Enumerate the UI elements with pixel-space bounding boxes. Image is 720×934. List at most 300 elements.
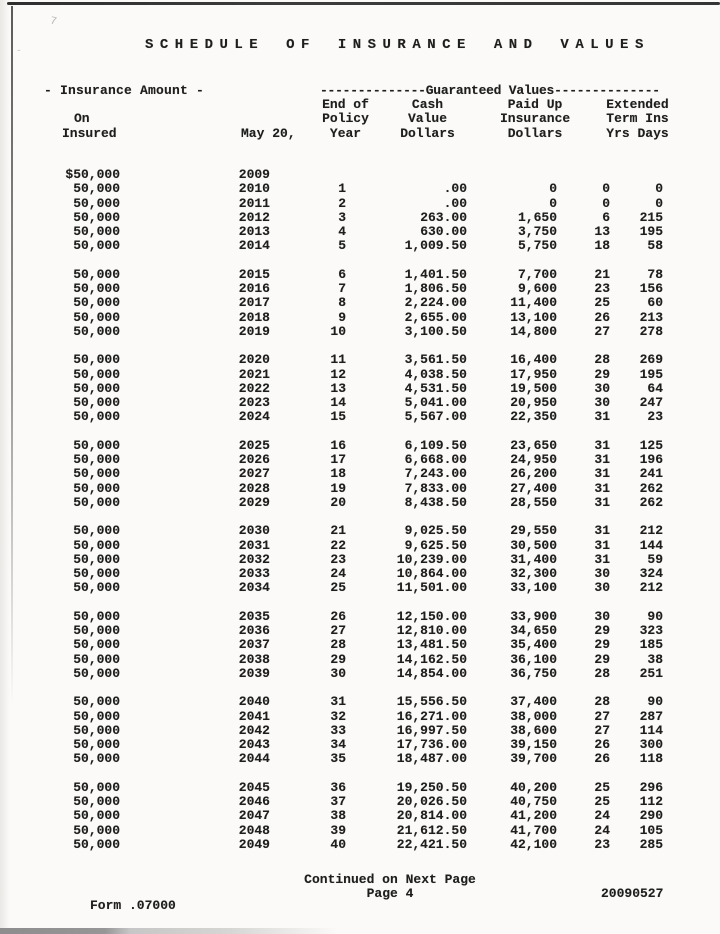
cash-value-cell: 10,239.00: [396, 551, 467, 567]
year-cell: 2019: [238, 323, 270, 339]
table-row: [0, 239, 720, 253]
policy-year-cell: 34: [330, 737, 346, 753]
policy-year-cell: 24: [330, 566, 346, 582]
paid-up-cell: 28,550: [510, 494, 557, 510]
cash-value-cell: 3,561.50: [404, 352, 467, 368]
amount-cell: 50,000: [73, 224, 120, 240]
amount-cell: 50,000: [73, 380, 120, 396]
policy-year-cell: 20: [330, 494, 346, 510]
year-cell: 2011: [238, 195, 270, 211]
table-row: [0, 482, 720, 496]
policy-year-cell: 35: [330, 751, 346, 767]
term-yrs-cell: 0: [602, 181, 610, 197]
cash-value-cell: 10,864.00: [396, 566, 467, 582]
term-days-cell: 58: [647, 238, 663, 254]
year-cell: 2025: [238, 437, 270, 453]
amount-cell: 50,000: [73, 266, 120, 282]
amount-cell: 50,000: [73, 537, 120, 553]
policy-year-cell: 11: [330, 352, 346, 368]
paid-up-header-line: Dollars: [507, 125, 563, 141]
term-yrs-cell: 25: [594, 779, 610, 795]
amount-cell: 50,000: [73, 323, 120, 339]
paid-up-cell: 41,200: [510, 808, 557, 824]
paid-up-cell: 27,400: [510, 480, 557, 496]
amount-cell: 50,000: [73, 309, 120, 325]
policy-year-cell: 6: [338, 266, 346, 282]
cash-value-cell: [346, 168, 467, 182]
cash-value-header-line: Value: [407, 111, 447, 127]
extended-term-header-line: Extended: [606, 97, 669, 112]
amount-cell: 50,000: [73, 751, 120, 767]
amount-cell: $50,000: [65, 167, 120, 182]
cash-value-cell: 12,810.00: [396, 623, 467, 639]
term-days-cell: 78: [647, 266, 663, 282]
year-cell: 2020: [238, 352, 270, 368]
paid-up-cell: 9,600: [517, 281, 557, 297]
term-days-cell: 269: [639, 352, 663, 368]
year-cell: 2048: [238, 822, 270, 838]
term-days-cell: 215: [639, 209, 663, 225]
table-block: [0, 610, 720, 681]
policy-year-cell: 39: [330, 822, 346, 838]
table-block: [0, 524, 720, 595]
year-cell: 2027: [238, 466, 270, 482]
amount-cell: 50,000: [73, 580, 120, 596]
term-days-cell: 196: [639, 452, 663, 468]
term-days-cell: 213: [639, 309, 663, 325]
table-row: [0, 824, 720, 838]
cash-value-column-header: [400, 98, 455, 141]
paid-up-column-header: [500, 98, 570, 141]
scan-smudge-mark: -: [15, 45, 23, 58]
table-row: [0, 496, 720, 510]
paid-up-cell: 14,800: [510, 323, 557, 339]
cash-value-cell: 2,655.00: [404, 309, 467, 325]
year-cell: 2046: [238, 793, 270, 809]
cash-value-cell: .00: [443, 195, 467, 211]
amount-cell: 50,000: [73, 437, 120, 453]
term-days-cell: 144: [639, 537, 663, 553]
cash-value-cell: 5,567.00: [404, 409, 467, 425]
term-yrs-cell: 21: [594, 266, 610, 282]
policy-year-cell: 37: [330, 793, 346, 809]
policy-year-header-line: Policy: [322, 111, 369, 127]
policy-year-cell: 1: [338, 181, 346, 197]
paid-up-cell: 22,350: [510, 409, 557, 425]
table-row: [0, 311, 720, 325]
policy-year-cell: 28: [330, 637, 346, 653]
term-yrs-cell: 29: [594, 651, 610, 667]
term-days-cell: 23: [647, 409, 663, 425]
extended-term-header-line: Term Ins: [606, 111, 669, 127]
amount-cell: 50,000: [73, 295, 120, 311]
table-row: [0, 752, 720, 766]
term-days-cell: 262: [639, 494, 663, 510]
year-cell: 2039: [238, 665, 270, 681]
policy-year-cell: 19: [330, 480, 346, 496]
paid-up-cell: [467, 168, 557, 182]
term-yrs-cell: 26: [594, 737, 610, 753]
cash-value-cell: 14,854.00: [396, 665, 467, 681]
policy-year-cell: 16: [330, 437, 346, 453]
table-row: [0, 396, 720, 410]
table-row: [0, 168, 720, 182]
policy-year-cell: 18: [330, 466, 346, 482]
paid-up-cell: 13,100: [510, 309, 557, 325]
term-days-cell: 247: [639, 395, 663, 411]
term-days-cell: 114: [639, 722, 663, 738]
table-block: [0, 439, 720, 510]
policy-year-header-line: Year: [329, 125, 362, 141]
year-cell: 2038: [238, 651, 270, 667]
cash-value-cell: 14,162.50: [396, 651, 467, 667]
cash-value-cell: 1,806.50: [404, 281, 467, 297]
table-row: [0, 539, 720, 553]
year-cell: 2014: [238, 238, 270, 254]
year-cell: 2028: [238, 480, 270, 496]
term-yrs-cell: 23: [594, 281, 610, 297]
cash-value-cell: 21,612.50: [396, 822, 467, 838]
year-cell: 2049: [238, 836, 270, 852]
year-cell: 2026: [238, 452, 270, 468]
paid-up-header-line: Insurance: [500, 111, 571, 127]
term-yrs-cell: 13: [594, 224, 610, 240]
cash-value-cell: 3,100.50: [404, 323, 467, 339]
insured-header: Insured: [62, 126, 117, 141]
year-cell: 2013: [238, 224, 270, 240]
cash-value-cell: 7,243.00: [404, 466, 467, 482]
term-yrs-cell: 25: [594, 793, 610, 809]
term-days-cell: 59: [647, 551, 663, 567]
policy-year-cell: 12: [330, 366, 346, 382]
year-cell: 2037: [238, 637, 270, 653]
amount-cell: 50,000: [73, 523, 120, 539]
table-row: [0, 524, 720, 538]
continued-note: Continued on Next Page: [304, 872, 476, 887]
policy-year-cell: 30: [330, 665, 346, 681]
year-cell: 2032: [238, 551, 270, 567]
policy-year-cell: 15: [330, 409, 346, 425]
cash-value-cell: 8,438.50: [404, 494, 467, 510]
policy-year-cell: 38: [330, 808, 346, 824]
cash-value-cell: 5,041.00: [404, 395, 467, 411]
bottom-scan-bar: [0, 928, 340, 934]
paid-up-cell: 20,950: [510, 395, 557, 411]
term-yrs-cell: [557, 168, 610, 182]
paid-up-cell: 3,750: [517, 224, 557, 240]
cash-value-cell: 13,481.50: [396, 637, 467, 653]
table-row: [0, 368, 720, 382]
term-days-cell: 262: [639, 480, 663, 496]
term-yrs-cell: 27: [594, 722, 610, 738]
term-yrs-cell: 31: [594, 452, 610, 468]
term-days-cell: 118: [639, 751, 663, 767]
year-cell: 2031: [238, 537, 270, 553]
paid-up-cell: 23,650: [510, 437, 557, 453]
term-days-cell: 323: [639, 623, 663, 639]
form-number: Form .07000: [90, 898, 176, 913]
amount-cell: 50,000: [73, 694, 120, 710]
table-block: [0, 695, 720, 766]
year-cell: 2015: [238, 266, 270, 282]
policy-year-cell: [270, 168, 346, 182]
guaranteed-values-header: --------------Guaranteed Values--------------: [320, 83, 660, 98]
term-days-cell: 241: [639, 466, 663, 482]
table-row: [0, 624, 720, 638]
term-days-cell: 112: [639, 793, 663, 809]
cash-value-header-line: Cash: [411, 97, 444, 112]
amount-cell: 50,000: [73, 623, 120, 639]
table-row: [0, 453, 720, 467]
paid-up-cell: 32,300: [510, 566, 557, 582]
cash-value-cell: 1,009.50: [404, 238, 467, 254]
amount-cell: 50,000: [73, 281, 120, 297]
term-yrs-cell: 23: [594, 836, 610, 852]
term-days-cell: 296: [639, 779, 663, 795]
paid-up-cell: 7,700: [517, 266, 557, 282]
term-yrs-cell: 26: [594, 751, 610, 767]
year-cell: 2042: [238, 722, 270, 738]
term-yrs-cell: 31: [594, 537, 610, 553]
year-cell: 2030: [238, 523, 270, 539]
table-row: [0, 809, 720, 823]
paid-up-cell: 31,400: [510, 551, 557, 567]
year-cell: 2018: [238, 309, 270, 325]
amount-cell: 50,000: [73, 793, 120, 809]
amount-cell: 50,000: [73, 409, 120, 425]
cash-value-cell: 20,814.00: [396, 808, 467, 824]
paid-up-cell: 5,750: [517, 238, 557, 254]
year-cell: 2029: [238, 494, 270, 510]
term-yrs-cell: 27: [594, 708, 610, 724]
term-days-cell: 285: [639, 836, 663, 852]
term-yrs-cell: 6: [602, 209, 610, 225]
cash-value-cell: 4,038.50: [404, 366, 467, 382]
table-row: [0, 197, 720, 211]
table-block: [0, 781, 720, 852]
paid-up-cell: 36,100: [510, 651, 557, 667]
amount-cell: 50,000: [73, 452, 120, 468]
table-row: [0, 581, 720, 595]
valuation-date-header: May 20,: [241, 126, 296, 141]
policy-year-cell: 25: [330, 580, 346, 596]
extended-term-header-line: Yrs Days: [606, 125, 669, 141]
term-yrs-cell: 30: [594, 580, 610, 596]
amount-cell: 50,000: [73, 195, 120, 211]
paid-up-cell: 0: [549, 195, 557, 211]
policy-year-cell: 36: [330, 779, 346, 795]
year-cell: 2021: [238, 366, 270, 382]
year-cell: 2012: [238, 209, 270, 225]
policy-year-cell: 13: [330, 380, 346, 396]
amount-cell: 50,000: [73, 209, 120, 225]
paid-up-cell: 26,200: [510, 466, 557, 482]
table-row: [0, 382, 720, 396]
table-row: [0, 781, 720, 795]
policy-year-cell: 3: [338, 209, 346, 225]
term-yrs-cell: 18: [594, 238, 610, 254]
policy-year-cell: 9: [338, 309, 346, 325]
on-header: On: [74, 111, 90, 126]
policy-year-cell: 27: [330, 623, 346, 639]
term-yrs-cell: 24: [594, 808, 610, 824]
term-days-cell: 212: [639, 523, 663, 539]
policy-year-cell: 31: [330, 694, 346, 710]
cash-value-cell: 263.00: [420, 209, 467, 225]
cash-value-cell: 18,487.00: [396, 751, 467, 767]
term-days-cell: 300: [639, 737, 663, 753]
amount-cell: 50,000: [73, 651, 120, 667]
year-cell: 2036: [238, 623, 270, 639]
cash-value-cell: 6,109.50: [404, 437, 467, 453]
policy-year-cell: 32: [330, 708, 346, 724]
paid-up-cell: 24,950: [510, 452, 557, 468]
term-yrs-cell: 29: [594, 623, 610, 639]
term-yrs-cell: 29: [594, 366, 610, 382]
table-body: [0, 168, 720, 866]
policy-year-cell: 2: [338, 195, 346, 211]
table-row: [0, 638, 720, 652]
policy-year-column-header: [322, 98, 369, 141]
cash-value-cell: 12,150.00: [396, 608, 467, 624]
term-days-cell: 287: [639, 708, 663, 724]
term-yrs-cell: 30: [594, 395, 610, 411]
year-cell: 2016: [238, 281, 270, 297]
paid-up-cell: 39,150: [510, 737, 557, 753]
policy-year-cell: 8: [338, 295, 346, 311]
table-row: [0, 667, 720, 681]
term-days-cell: 290: [639, 808, 663, 824]
paid-up-cell: 35,400: [510, 637, 557, 653]
amount-cell: 50,000: [73, 822, 120, 838]
cash-value-cell: 17,736.00: [396, 737, 467, 753]
term-yrs-cell: 31: [594, 523, 610, 539]
table-row: [0, 296, 720, 310]
paid-up-cell: 33,100: [510, 580, 557, 596]
amount-cell: 50,000: [73, 352, 120, 368]
page-title: SCHEDULE OF INSURANCE AND VALUES: [145, 37, 650, 53]
year-cell: 2022: [238, 380, 270, 396]
paid-up-cell: 40,200: [510, 779, 557, 795]
term-days-cell: 0: [655, 181, 663, 197]
paid-up-cell: 39,700: [510, 751, 557, 767]
policy-year-cell: 40: [330, 836, 346, 852]
amount-cell: 50,000: [73, 494, 120, 510]
table-row: [0, 325, 720, 339]
term-yrs-cell: 31: [594, 466, 610, 482]
amount-cell: 50,000: [73, 366, 120, 382]
term-yrs-cell: 28: [594, 352, 610, 368]
term-days-cell: 125: [639, 437, 663, 453]
term-yrs-cell: 0: [602, 195, 610, 211]
amount-cell: 50,000: [73, 637, 120, 653]
paid-up-cell: 41,700: [510, 822, 557, 838]
paid-up-cell: 19,500: [510, 380, 557, 396]
term-yrs-cell: 31: [594, 494, 610, 510]
year-cell: 2041: [238, 708, 270, 724]
cash-value-cell: 16,271.00: [396, 708, 467, 724]
cash-value-cell: 9,625.50: [404, 537, 467, 553]
paid-up-cell: 16,400: [510, 352, 557, 368]
paid-up-header-line: Paid Up: [507, 97, 563, 112]
term-days-cell: 324: [639, 566, 663, 582]
table-row: [0, 738, 720, 752]
policy-year-cell: 5: [338, 238, 346, 254]
table-row: [0, 710, 720, 724]
policy-year-cell: 7: [338, 281, 346, 297]
amount-cell: 50,000: [73, 708, 120, 724]
year-cell: 2034: [238, 580, 270, 596]
term-yrs-cell: 28: [594, 694, 610, 710]
term-yrs-cell: 30: [594, 380, 610, 396]
table-row: [0, 182, 720, 196]
table-row: [0, 410, 720, 424]
policy-year-cell: 23: [330, 551, 346, 567]
cash-value-cell: 19,250.50: [396, 779, 467, 795]
amount-cell: 50,000: [73, 480, 120, 496]
term-days-cell: 90: [647, 608, 663, 624]
policy-year-cell: 14: [330, 395, 346, 411]
term-days-cell: 185: [639, 637, 663, 653]
cash-value-cell: 22,421.50: [396, 836, 467, 852]
paid-up-cell: 37,400: [510, 694, 557, 710]
cash-value-cell: 2,224.00: [404, 295, 467, 311]
paid-up-cell: 36,750: [510, 665, 557, 681]
year-cell: 2045: [238, 779, 270, 795]
policy-year-cell: 29: [330, 651, 346, 667]
table-row: [0, 553, 720, 567]
amount-cell: 50,000: [73, 395, 120, 411]
term-days-cell: 60: [647, 295, 663, 311]
year-cell: 2009: [238, 167, 270, 182]
scan-smudge-mark: 7: [48, 15, 58, 29]
paid-up-cell: 38,600: [510, 722, 557, 738]
term-days-cell: 278: [639, 323, 663, 339]
paid-up-cell: 30,500: [510, 537, 557, 553]
year-cell: 2043: [238, 737, 270, 753]
cash-value-cell: 16,997.50: [396, 722, 467, 738]
table-row: [0, 268, 720, 282]
table-row: [0, 795, 720, 809]
term-yrs-cell: 31: [594, 551, 610, 567]
amount-cell: 50,000: [73, 181, 120, 197]
policy-year-header-line: End of: [322, 97, 369, 112]
term-days-cell: [610, 168, 663, 182]
cash-value-cell: 6,668.00: [404, 452, 467, 468]
cash-value-header-line: Dollars: [400, 125, 455, 141]
policy-year-cell: 4: [338, 224, 346, 240]
term-yrs-cell: 31: [594, 409, 610, 425]
term-days-cell: 156: [639, 281, 663, 297]
top-scan-line: [7, 2, 720, 5]
term-yrs-cell: 31: [594, 480, 610, 496]
paid-up-cell: 33,900: [510, 608, 557, 624]
amount-cell: 50,000: [73, 238, 120, 254]
paid-up-cell: 17,950: [510, 366, 557, 382]
table-block: [0, 353, 720, 424]
year-cell: 2023: [238, 395, 270, 411]
table-row: [0, 567, 720, 581]
amount-cell: 50,000: [73, 566, 120, 582]
year-cell: 2017: [238, 295, 270, 311]
paid-up-cell: 29,550: [510, 523, 557, 539]
term-yrs-cell: 27: [594, 323, 610, 339]
policy-year-cell: 26: [330, 608, 346, 624]
page-number: Page 4: [366, 886, 414, 901]
amount-cell: 50,000: [73, 466, 120, 482]
year-cell: 2044: [238, 751, 270, 767]
policy-year-cell: 17: [330, 452, 346, 468]
